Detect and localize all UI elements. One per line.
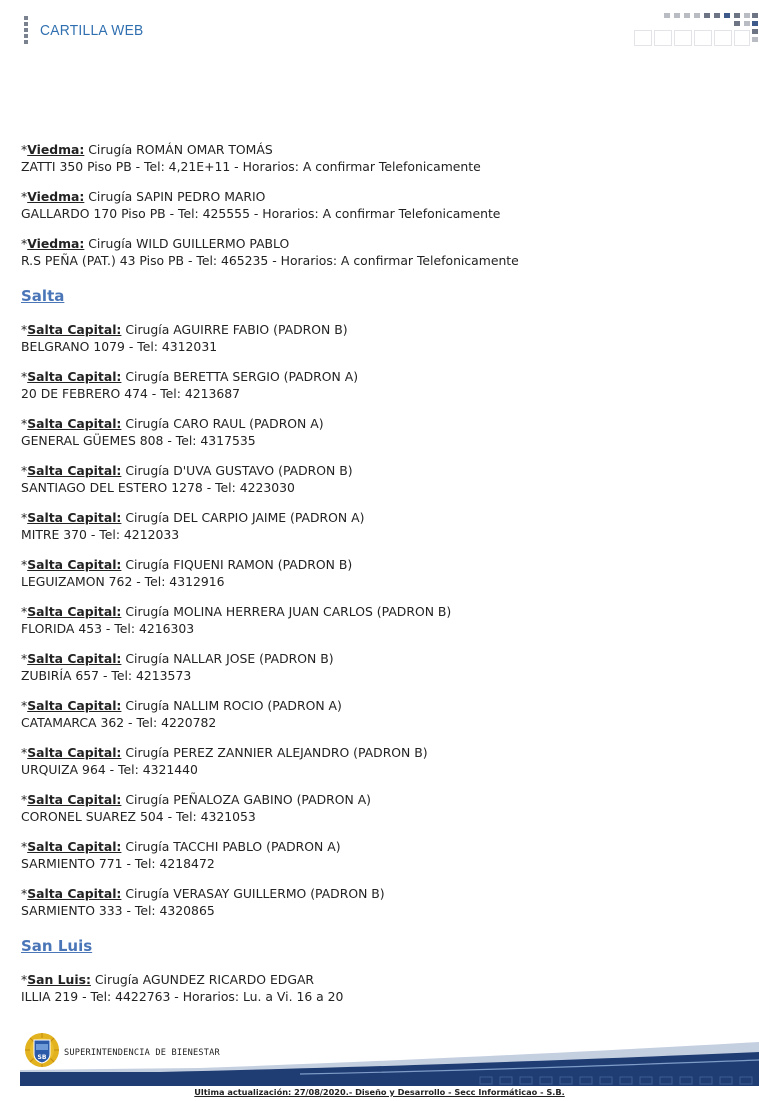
entry-address: MITRE 370 - Tel: 4212033 <box>21 527 180 542</box>
directory-entry: *Salta Capital: Cirugía NALLIM ROCIO (PADRON A) CATAMARCA 362 - Tel: 4220782 <box>21 698 342 730</box>
entry-location: Viedma: <box>27 189 85 204</box>
entry-address: 20 DE FEBRERO 474 - Tel: 4213687 <box>21 386 241 401</box>
entry-location: Salta Capital: <box>27 369 122 384</box>
header-decoration <box>634 12 759 48</box>
entry-name: Cirugía NALLAR JOSE (PADRON B) <box>125 651 334 666</box>
entry-address: GENERAL GÜEMES 808 - Tel: 4317535 <box>21 433 256 448</box>
entry-name: Cirugía PEÑALOZA GABINO (PADRON A) <box>125 792 372 807</box>
entry-location: Viedma: <box>27 142 85 157</box>
section-heading[interactable]: Salta <box>21 287 65 305</box>
entry-address: URQUIZA 964 - Tel: 4321440 <box>21 762 198 777</box>
entry-location: San Luis: <box>27 972 91 987</box>
entry-name: Cirugía CARO RAUL (PADRON A) <box>125 416 324 431</box>
directory-entry: *Salta Capital: Cirugía D'UVA GUSTAVO (PADRON B) SANTIAGO DEL ESTERO 1278 - Tel: 4223030 <box>21 463 353 495</box>
entry-location: Salta Capital: <box>27 416 122 431</box>
superintendencia-logo-icon <box>24 1032 60 1068</box>
header-title: CARTILLA WEB <box>40 22 144 39</box>
entry-address: GALLARDO 170 Piso PB - Tel: 425555 - Horarios: A confirmar Telefonicamente <box>21 206 501 221</box>
svg-text:SB: SB <box>37 1054 47 1061</box>
entry-address: SARMIENTO 333 - Tel: 4320865 <box>21 903 215 918</box>
entry-name: Cirugía ROMÁN OMAR TOMÁS <box>88 142 273 157</box>
entry-location: Salta Capital: <box>27 604 122 619</box>
entry-address: FLORIDA 453 - Tel: 4216303 <box>21 621 195 636</box>
section-heading[interactable]: San Luis <box>21 937 93 955</box>
directory-entry: *Viedma: Cirugía WILD GUILLERMO PABLO R.S PEÑA (PAT.) 43 Piso PB - Tel: 465235 - Horarios: A confirmar Telefonicamente <box>21 236 519 268</box>
entry-name: Cirugía MOLINA HERRERA JUAN CARLOS (PADRON B) <box>125 604 452 619</box>
directory-entry: *Salta Capital: Cirugía PEREZ ZANNIER ALEJANDRO (PADRON B) URQUIZA 964 - Tel: 4321440 <box>21 745 428 777</box>
entry-name: Cirugía PEREZ ZANNIER ALEJANDRO (PADRON B) <box>125 745 428 760</box>
entry-address: R.S PEÑA (PAT.) 43 Piso PB - Tel: 465235 - Horarios: A confirmar Telefonicamente <box>21 253 519 268</box>
entry-name: Cirugía AGUIRRE FABIO (PADRON B) <box>125 322 348 337</box>
directory-entry: *Viedma: Cirugía SAPIN PEDRO MARIO GALLARDO 170 Piso PB - Tel: 425555 - Horarios: A confirmar Telefonicamente <box>21 189 501 221</box>
directory-entry: *Salta Capital: Cirugía MOLINA HERRERA JUAN CARLOS (PADRON B) FLORIDA 453 - Tel: 4216303 <box>21 604 452 636</box>
entry-location: Viedma: <box>27 236 85 251</box>
entry-address: LEGUIZAMON 762 - Tel: 4312916 <box>21 574 225 589</box>
entry-location: Salta Capital: <box>27 322 122 337</box>
directory-entry: *Salta Capital: Cirugía TACCHI PABLO (PADRON A) SARMIENTO 771 - Tel: 4218472 <box>21 839 341 871</box>
entry-name: Cirugía SAPIN PEDRO MARIO <box>88 189 266 204</box>
entry-address: CATAMARCA 362 - Tel: 4220782 <box>21 715 217 730</box>
organization-name: SUPERINTENDENCIA DE BIENESTAR <box>64 1048 220 1058</box>
entry-location: Salta Capital: <box>27 698 122 713</box>
directory-entry: *Salta Capital: Cirugía BERETTA SERGIO (PADRON A) 20 DE FEBRERO 474 - Tel: 4213687 <box>21 369 359 401</box>
entry-address: SARMIENTO 771 - Tel: 4218472 <box>21 856 215 871</box>
entry-name: Cirugía TACCHI PABLO (PADRON A) <box>125 839 341 854</box>
directory-entry: *Salta Capital: Cirugía DEL CARPIO JAIME (PADRON A) MITRE 370 - Tel: 4212033 <box>21 510 365 542</box>
entry-location: Salta Capital: <box>27 839 122 854</box>
entry-name: Cirugía DEL CARPIO JAIME (PADRON A) <box>125 510 365 525</box>
entry-name: Cirugía FIQUENI RAMON (PADRON B) <box>125 557 353 572</box>
directory-entry: *Viedma: Cirugía ROMÁN OMAR TOMÁS ZATTI 350 Piso PB - Tel: 4,21E+11 - Horarios: A confirmar Telefonicamente <box>21 142 481 174</box>
page-header <box>0 0 759 60</box>
directory-entry: *San Luis: Cirugía AGUNDEZ RICARDO EDGAR ILLIA 219 - Tel: 4422763 - Horarios: Lu. a Vi. 16 a 20 <box>21 972 344 1004</box>
directory-entry: *Salta Capital: Cirugía AGUIRRE FABIO (PADRON B) BELGRANO 1079 - Tel: 4312031 <box>21 322 348 354</box>
entry-name: Cirugía NALLIM ROCIO (PADRON A) <box>125 698 342 713</box>
directory-entry: *Salta Capital: Cirugía PEÑALOZA GABINO (PADRON A) CORONEL SUAREZ 504 - Tel: 4321053 <box>21 792 372 824</box>
entry-address: SANTIAGO DEL ESTERO 1278 - Tel: 4223030 <box>21 480 295 495</box>
entry-location: Salta Capital: <box>27 510 122 525</box>
entry-address: ILLIA 219 - Tel: 4422763 - Horarios: Lu. a Vi. 16 a 20 <box>21 989 344 1004</box>
entry-name: Cirugía AGUNDEZ RICARDO EDGAR <box>94 972 315 987</box>
entry-location: Salta Capital: <box>27 463 122 478</box>
entry-location: Salta Capital: <box>27 792 122 807</box>
entry-location: Salta Capital: <box>27 886 122 901</box>
entry-name: Cirugía D'UVA GUSTAVO (PADRON B) <box>125 463 353 478</box>
directory-content <box>21 141 741 1018</box>
entry-address: BELGRANO 1079 - Tel: 4312031 <box>21 339 218 354</box>
entry-address: ZATTI 350 Piso PB - Tel: 4,21E+11 - Horarios: A confirmar Telefonicamente <box>21 159 481 174</box>
entry-location: Salta Capital: <box>27 651 122 666</box>
entry-address: CORONEL SUAREZ 504 - Tel: 4321053 <box>21 809 256 824</box>
entry-location: Salta Capital: <box>27 557 122 572</box>
entry-name: Cirugía WILD GUILLERMO PABLO <box>88 236 290 251</box>
directory-entry: *Salta Capital: Cirugía VERASAY GUILLERMO (PADRON B) SARMIENTO 333 - Tel: 4320865 <box>21 886 385 918</box>
directory-entry: *Salta Capital: Cirugía CARO RAUL (PADRON A) GENERAL GÜEMES 808 - Tel: 4317535 <box>21 416 324 448</box>
entry-address: ZUBIRÍA 657 - Tel: 4213573 <box>21 668 192 683</box>
directory-entry: *Salta Capital: Cirugía NALLAR JOSE (PADRON B) ZUBIRÍA 657 - Tel: 4213573 <box>21 651 334 683</box>
entry-location: Salta Capital: <box>27 745 122 760</box>
entry-name: Cirugía BERETTA SERGIO (PADRON A) <box>125 369 359 384</box>
directory-entry: *Salta Capital: Cirugía FIQUENI RAMON (PADRON B) LEGUIZAMON 762 - Tel: 4312916 <box>21 557 353 589</box>
entry-name: Cirugía VERASAY GUILLERMO (PADRON B) <box>125 886 385 901</box>
last-update-text: Ultima actualización: 27/08/2020.- Diseño y Desarrollo - Secc Informáticao - S.B. <box>194 1087 565 1097</box>
